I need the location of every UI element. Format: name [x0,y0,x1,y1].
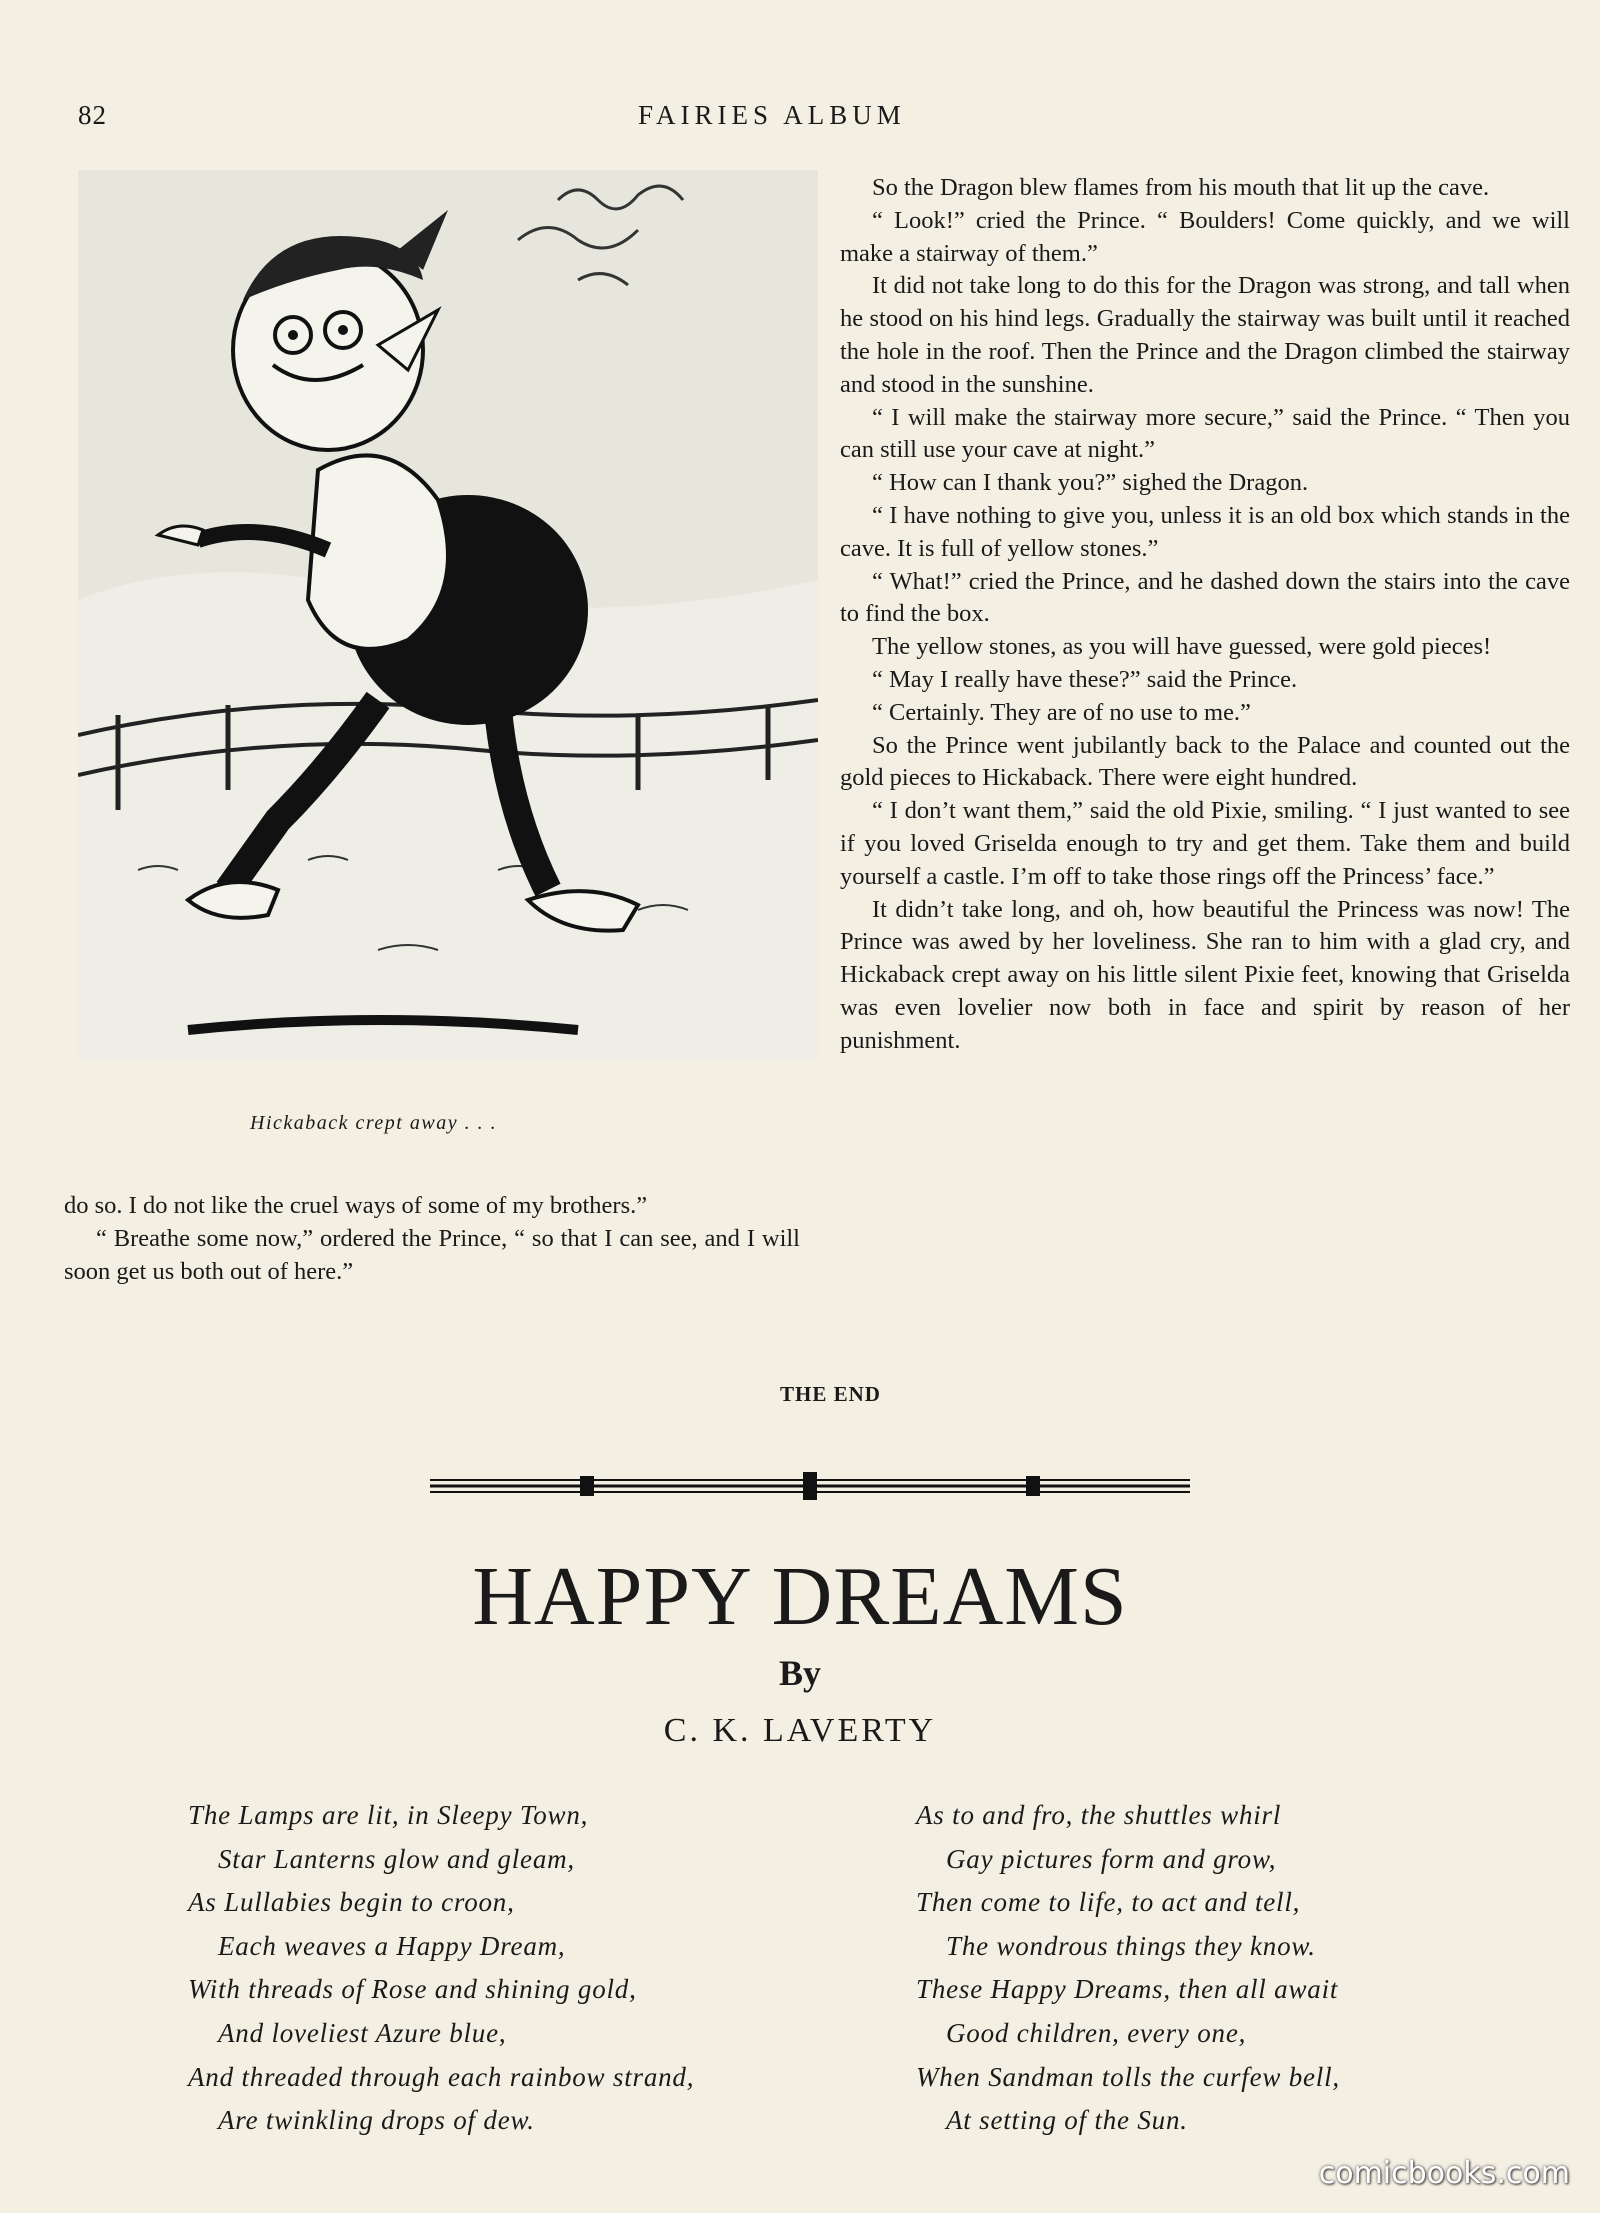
poem-line: And threaded through each rainbow strand, [188,2061,695,2092]
poem-line: When Sandman tolls the curfew bell, [916,2061,1340,2092]
poem-right-stanza [916,1794,1340,2143]
poem-line: At setting of the Sun. [946,2105,1188,2136]
poem-line: The Lamps are lit, in Sleepy Town, [188,1800,589,1830]
poem-line: Star Lanterns glow and gleam, [218,1843,575,1874]
poem-line: And loveliest Azure blue, [218,2017,507,2048]
magazine-title: FAIRIES ALBUM [638,100,906,130]
poem-line: As Lullabies begin to croon, [188,1887,515,1918]
hickaback-drawing [78,170,818,1060]
page-number: 82 [78,100,107,130]
paragraph: So the Dragon blew flames from his mouth that lit up the cave. [872,174,1490,201]
poem-line: These Happy Dreams, then all await [916,1974,1339,2005]
paragraph: The yellow stones, as you will have guessed, were gold pieces! [872,633,1492,661]
poem-line: Gay pictures form and grow, [946,1843,1277,1874]
the-end-label: THE END [780,1382,881,1406]
paragraph: “ Look!” cried the Prince. “ Boulders! Come quickly, and we will make a stairway of them.” [840,206,1570,267]
pixie-illustration [78,170,818,1060]
story-left-column [64,1190,800,1288]
paragraph: “ Breathe some now,” ordered the Prince, “ so that I can see, and I will soon get us both out of here.” [64,1224,800,1285]
ornament-divider [430,1466,1190,1506]
paragraph: “ I will make the stairway more secure,” said the Prince. “ Then you can still use your cave at night.” [840,403,1570,464]
site-watermark: comicbooks.com [1318,2156,1570,2191]
paragraph: “ What!” cried the Prince, and he dashed down the stairs into the cave to find the box. [840,567,1570,628]
poem-left-stanza [188,1794,694,2143]
paragraph: “ Certainly. They are of no use to me.” [872,698,1251,726]
poem-line: As to and fro, the shuttles whirl [916,1800,1282,1830]
poem-line: Good children, every one, [946,2017,1247,2048]
story-right-column [840,172,1570,1058]
paragraph: “ I have nothing to give you, unless it is an old box which stands in the cave. It is full of yellow stones.” [840,501,1570,562]
author-name: C. K. LAVERTY [663,1712,937,1749]
paragraph: It did not take long to do this for the Dragon was strong, and tall when he stood on his hind legs. Gradually the stairway was built until it reached the hole in the roof. Then the Prince and the Dragon climbed the stairway and stood in the sunshine. [840,272,1570,398]
poem-line: The wondrous things they know. [946,1930,1316,1961]
paragraph: It didn’t take long, and oh, how beautiful the Princess was now! The Prince was awed by her loveliness. She ran to him with a glad cry, and Hickaback crept away on his little silent Pixie feet, knowing that Griselda was even lovelier now both in face and spirit by reason of her punishment. [840,895,1570,1054]
paragraph: “ May I really have these?” said the Prince. [872,665,1298,693]
poem-line: With threads of Rose and shining gold, [188,1974,637,2005]
poem-line: Then come to life, to act and tell, [916,1887,1301,1918]
paragraph: So the Prince went jubilantly back to the Palace and counted out the gold pieces to Hickaback. There were eight hundred. [840,731,1570,792]
paragraph: “ How can I thank you?” sighed the Dragon. [872,469,1309,497]
running-head [78,100,1540,140]
poem-line: Are twinkling drops of dew. [218,2105,535,2136]
story-title: HAPPY DREAMS [472,1550,1128,1643]
poem-line: Each weaves a Happy Dream, [218,1930,566,1961]
paragraph: “ I don’t want them,” said the old Pixie, smiling. “ I just wanted to see if you loved Griselda enough to try and get them. Take them and build yourself a castle. I’m off to take those rings off the Princess’ face.” [840,797,1570,890]
illustration-caption: Hickaback crept away . . . [250,1112,498,1134]
paragraph: do so. I do not like the cruel ways of some of my brothers.” [64,1192,648,1219]
by-line: By [778,1653,821,1693]
